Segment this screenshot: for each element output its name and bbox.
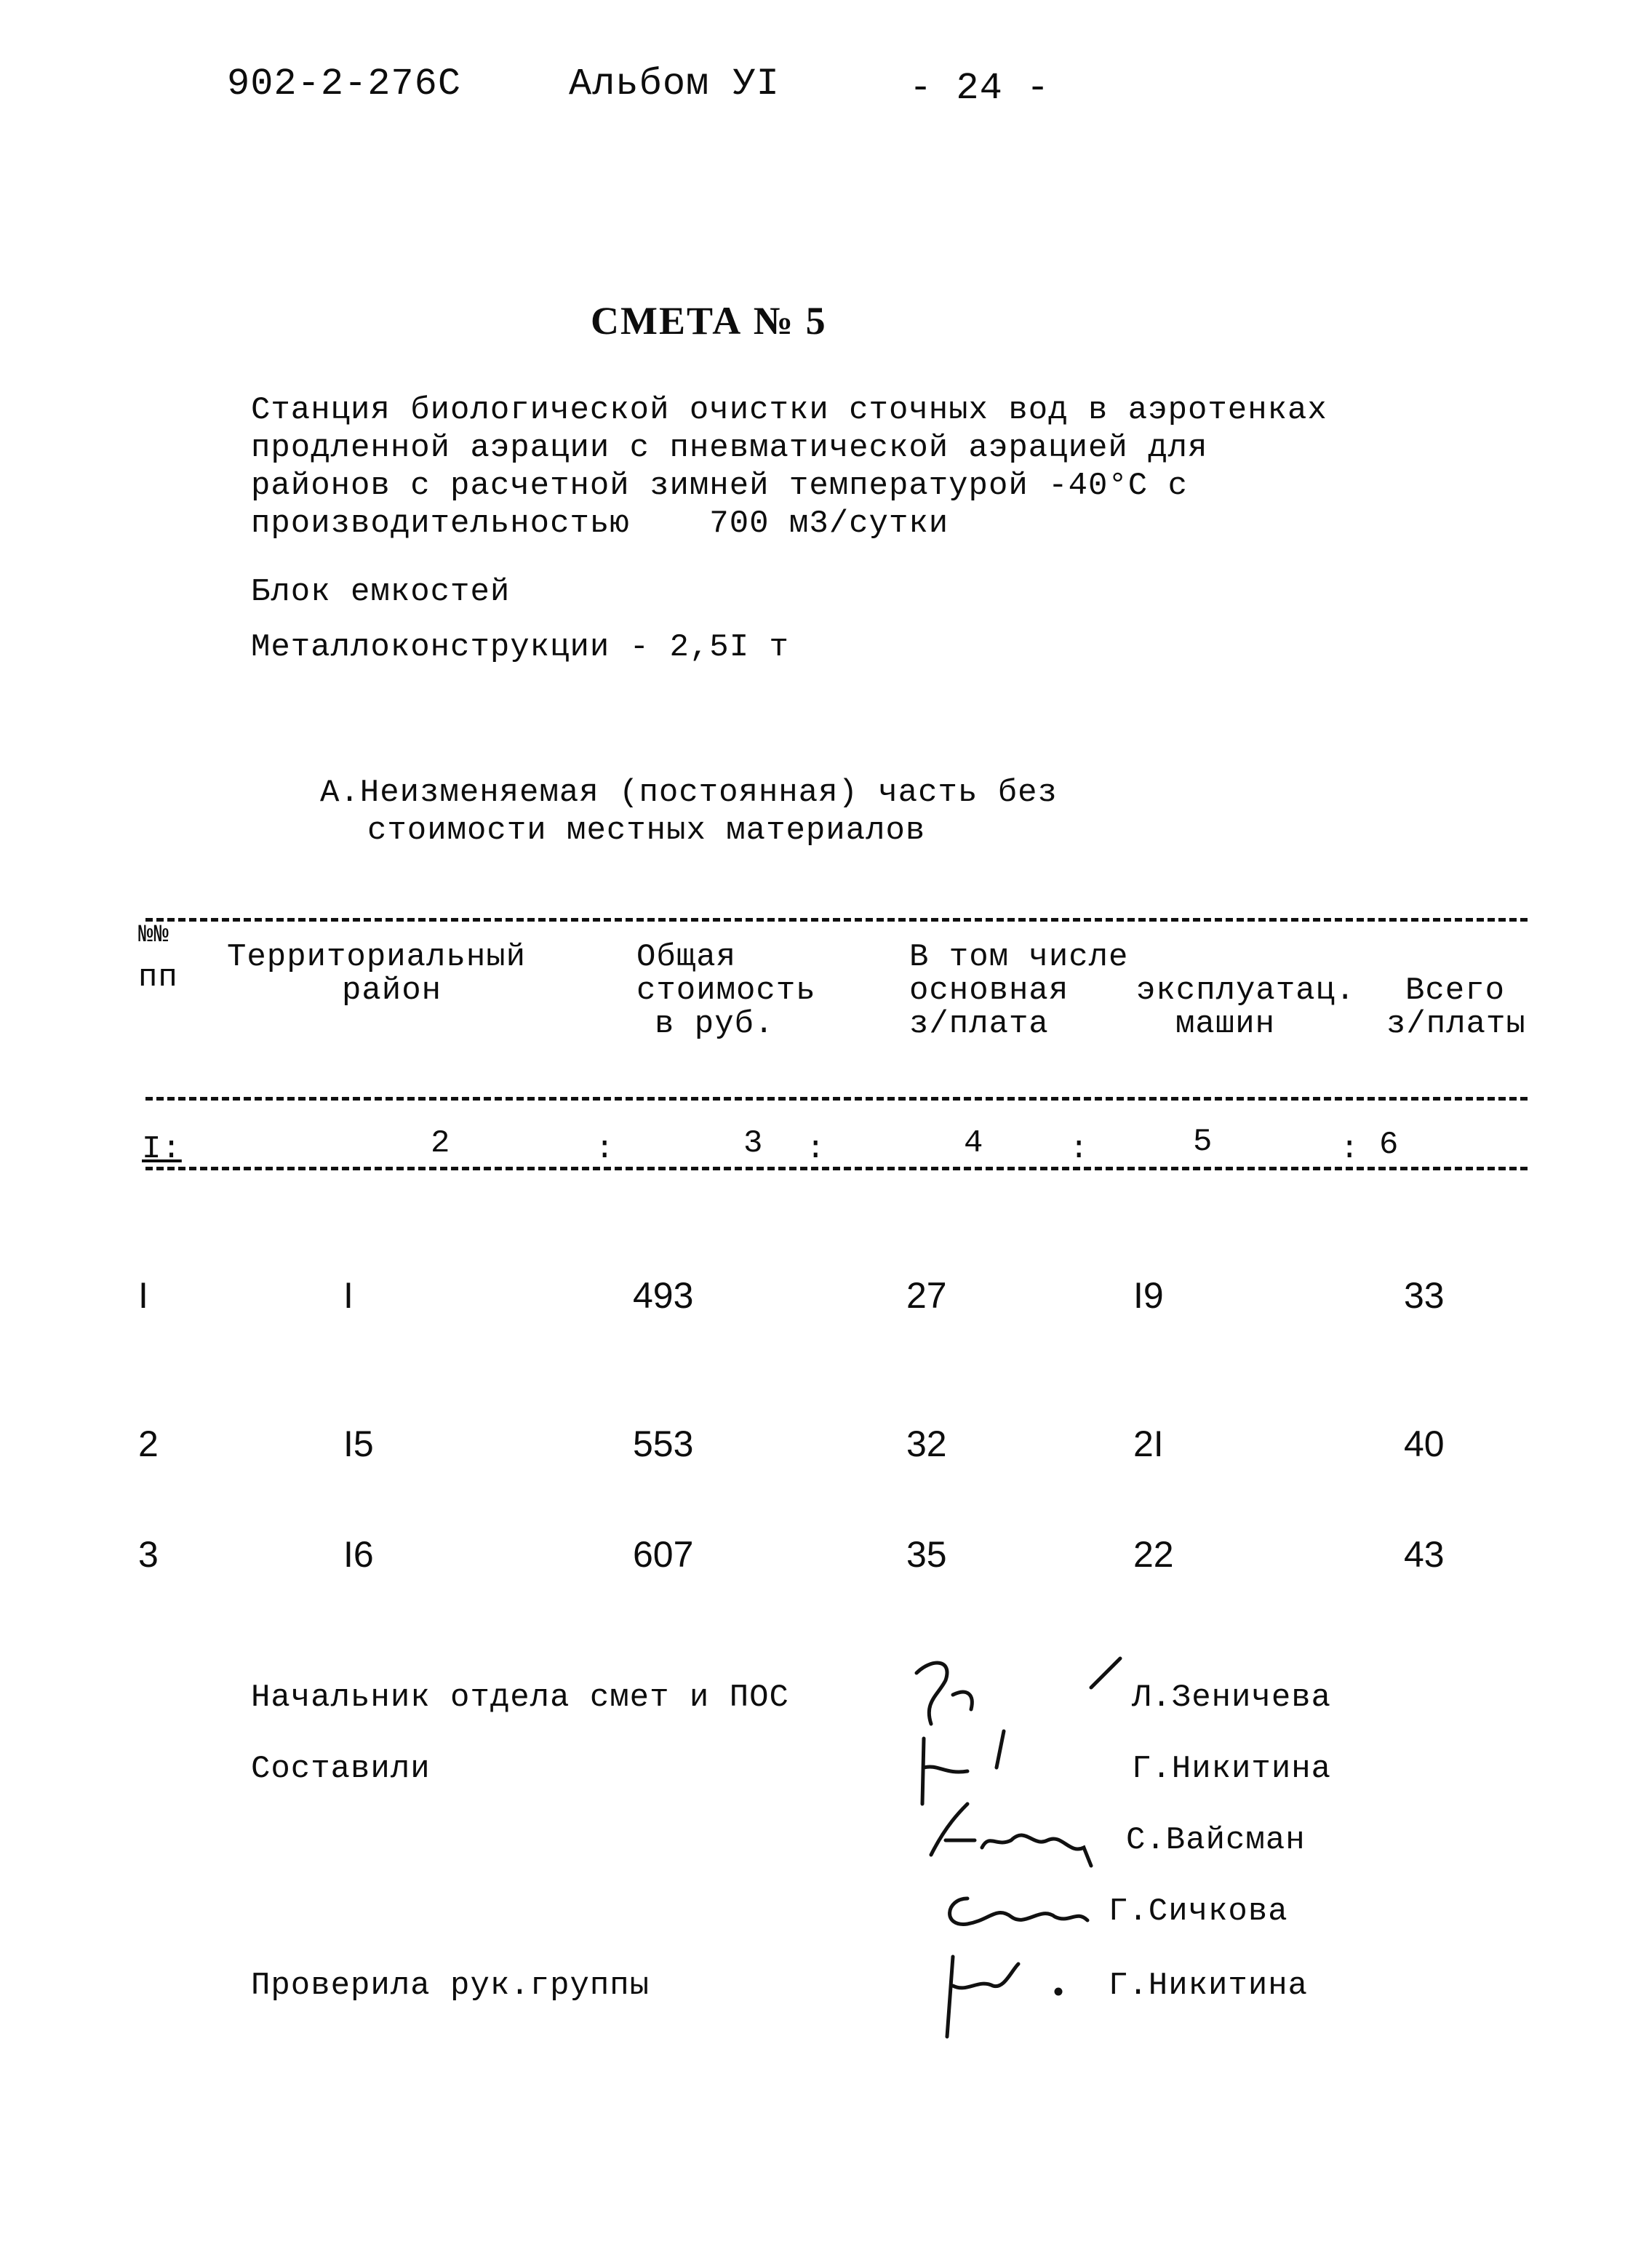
page-number: - 24 - bbox=[909, 67, 1050, 110]
cell-base-pay: 32 bbox=[906, 1424, 947, 1464]
colnum-sep: : bbox=[1069, 1131, 1090, 1167]
header-total: Общая bbox=[636, 939, 737, 975]
description-line: Станция биологической очистки сточных вод в аэротенках bbox=[251, 392, 1327, 428]
signature-zenicheva-icon bbox=[902, 1651, 1178, 1731]
header-total-3: в руб. bbox=[655, 1006, 775, 1042]
header-bottom-divider bbox=[145, 1097, 1528, 1101]
column-numbers-divider bbox=[145, 1167, 1528, 1170]
signer-name: Г.Никитина bbox=[1109, 1968, 1309, 2004]
header-region-2: район bbox=[342, 973, 442, 1009]
colnum-sep: : bbox=[1340, 1131, 1360, 1167]
colnum-4: 4 bbox=[964, 1125, 984, 1162]
cell-num: 2 bbox=[138, 1424, 159, 1464]
header-machines-2: машин bbox=[1175, 1006, 1276, 1042]
description-line: производительностью 700 м3/сутки bbox=[251, 506, 949, 542]
header-total-pay: Всего bbox=[1405, 973, 1506, 1009]
cell-machines: I9 bbox=[1133, 1275, 1164, 1316]
header-num: №№ bbox=[138, 922, 169, 949]
block-name: Блок емкостей bbox=[251, 574, 511, 610]
colnum-1: I: bbox=[142, 1131, 182, 1167]
cell-total-pay: 33 bbox=[1404, 1275, 1445, 1316]
colnum-sep: : bbox=[595, 1131, 615, 1167]
header-base-pay: основная bbox=[909, 973, 1069, 1009]
cell-base-pay: 27 bbox=[906, 1275, 947, 1316]
signature-nikitina-check-icon bbox=[938, 1949, 1084, 2044]
cell-region: I5 bbox=[343, 1424, 374, 1464]
table-top-divider bbox=[145, 918, 1528, 922]
cell-total: 607 bbox=[633, 1534, 694, 1575]
signature-vaisman-icon bbox=[924, 1797, 1113, 1869]
cell-total: 553 bbox=[633, 1424, 694, 1464]
section-heading-cont: стоимости местных материалов bbox=[367, 812, 926, 849]
header-machines: эксплуатац. bbox=[1136, 973, 1356, 1009]
header-total-pay-2: з/платы bbox=[1386, 1006, 1526, 1042]
compiled-by-label: Составили bbox=[251, 1751, 431, 1787]
metal-weight: Металлоконструкции - 2,5I т bbox=[251, 629, 789, 666]
signature-sichkova-icon bbox=[938, 1884, 1098, 1942]
cell-total: 493 bbox=[633, 1275, 694, 1316]
cell-total-pay: 43 bbox=[1404, 1534, 1445, 1575]
colnum-6: 6 bbox=[1379, 1127, 1400, 1163]
cell-region: I6 bbox=[343, 1534, 374, 1575]
colnum-3: 3 bbox=[743, 1125, 764, 1162]
header-num-2: пп bbox=[138, 959, 178, 996]
cell-base-pay: 35 bbox=[906, 1534, 947, 1575]
header-region: Территориальный bbox=[227, 939, 527, 975]
description-line: районов с расчетной зимней температурой -40°С с bbox=[251, 468, 1189, 504]
document-code: 902-2-276С bbox=[227, 63, 462, 105]
colnum-5: 5 bbox=[1193, 1124, 1213, 1160]
signer-name: Г.Никитина bbox=[1132, 1751, 1332, 1787]
header-base-pay-2: з/плата bbox=[909, 1006, 1049, 1042]
cell-machines: 2I bbox=[1133, 1424, 1164, 1464]
document-title: СМЕТА № 5 bbox=[591, 299, 827, 343]
section-heading: А.Неизменяемая (постоянная) часть без bbox=[320, 775, 1058, 811]
signer-name: Г.Сичкова bbox=[1109, 1893, 1288, 1930]
cell-num: 3 bbox=[138, 1534, 159, 1575]
header-total-2: стоимость bbox=[636, 973, 816, 1009]
signer-name: Л.Зеничева bbox=[1132, 1680, 1332, 1716]
cell-num: I bbox=[138, 1275, 148, 1316]
head-of-department-label: Начальник отдела смет и ПОС bbox=[251, 1680, 789, 1716]
cell-total-pay: 40 bbox=[1404, 1424, 1445, 1464]
colnum-2: 2 bbox=[431, 1125, 451, 1162]
cell-machines: 22 bbox=[1133, 1534, 1174, 1575]
description-line: продленной аэрации с пневматической аэрацией для bbox=[251, 430, 1208, 466]
checked-by-label: Проверила рук.группы bbox=[251, 1968, 650, 2004]
album-label: Альбом УI bbox=[569, 63, 780, 105]
cell-region: I bbox=[343, 1275, 354, 1316]
header-including: В том числе bbox=[909, 939, 1129, 975]
colnum-sep: : bbox=[806, 1131, 826, 1167]
signer-name: С.Вайсман bbox=[1126, 1822, 1306, 1858]
